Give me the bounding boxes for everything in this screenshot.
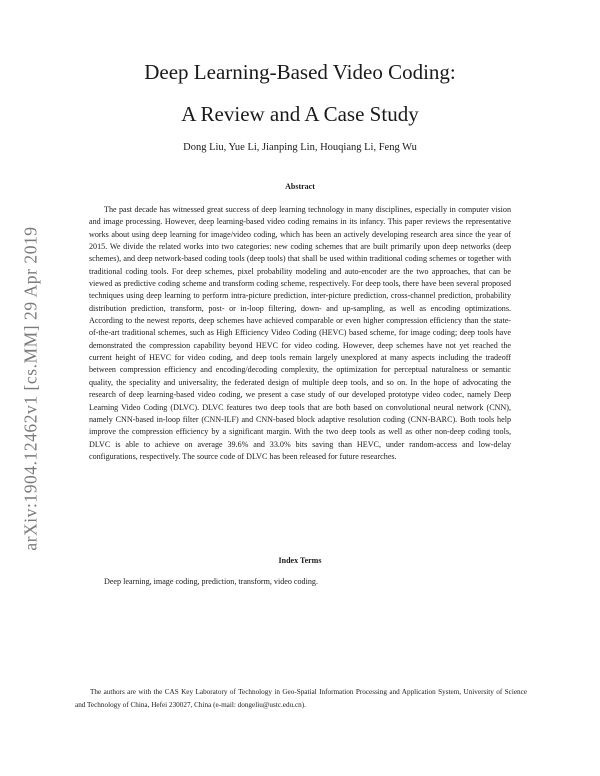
author-affiliation-footnote: The authors are with the CAS Key Laboratory of Technology in Geo-Spatial Information Processing and Application System, University of Science and Technology of China, Hefei 230027, China (e-mail: dongeliu@ustc.edu.cn). — [75, 688, 527, 709]
index-terms-body: Deep learning, image coding, prediction, transform, video coding. — [104, 577, 318, 586]
author-list: Dong Liu, Yue Li, Jianping Lin, Houqiang Li, Feng Wu — [183, 142, 417, 153]
abstract-body: The past decade has witnessed great success of deep learning technology in many disciplines, especially in computer vision and image processing. However, deep learning-based video coding remains in its infancy. This paper reviews the representative works about using deep learning for image/video coding, which has been an actively developing research area since the year of 2015. We divide the related works into two categories: new coding schemes that are built primarily upon deep networks (deep schemes), and deep network-based coding tools (deep tools) that shall be used within traditional coding schemes or together with traditional coding tools. For deep schemes, pixel probability modeling and auto-encoder are the two approaches, that can be viewed as predictive coding scheme and transform coding scheme, respectively. For deep tools, there have been several proposed techniques using deep learning to perform intra-picture prediction, inter-picture prediction, cross-channel prediction, probability distribution prediction, transform, post- or in-loop filtering, down- and up-sampling, as well as encoding optimizations. According to the newest reports, deep schemes have achieved comparable or even higher compression efficiency than the state-of-the-art traditional schemes, such as High Efficiency Video Coding (HEVC) based scheme, for image coding; deep tools have demonstrated the compression capability beyond HEVC for video coding. However, deep schemes have not yet reached the current height of HEVC for video coding, and deep tools remain largely unexplored at many aspects including the tradeoff between compression efficiency and encoding/decoding complexity, the optimization for perceptual naturalness or semantic quality, the speciality and universality, the federated design of multiple deep tools, and so on. In the hope of advocating the research of deep learning-based video coding, we present a case study of our developed prototype video codec, namely Deep Learning Video Coding (DLVC). DLVC features two deep tools that are both based on convolutional neural network (CNN), namely CNN-based in-loop filter (CNN-ILF) and CNN-based block adaptive resolution coding (CNN-BARC). Both tools help improve the compression efficiency by a significant margin. With the two deep tools as well as other non-deep coding tools, DLVC is able to achieve on average 39.6% and 33.0% bits saving than HEVC, under random-access and low-delay configurations, respectively. The source code of DLVC has been released for future researches. — [89, 205, 511, 461]
arxiv-identifier-text: arXiv:1904.12462v1 [cs.MM] 29 Apr 2019 — [20, 225, 41, 551]
arxiv-identifier-stamp — [18, 192, 44, 584]
index-terms-heading: Index Terms — [278, 556, 322, 565]
paper-title-line-1: Deep Learning-Based Video Coding: — [144, 60, 456, 84]
paper-title-line-2: A Review and A Case Study — [181, 102, 419, 126]
abstract-heading: Abstract — [285, 182, 315, 191]
